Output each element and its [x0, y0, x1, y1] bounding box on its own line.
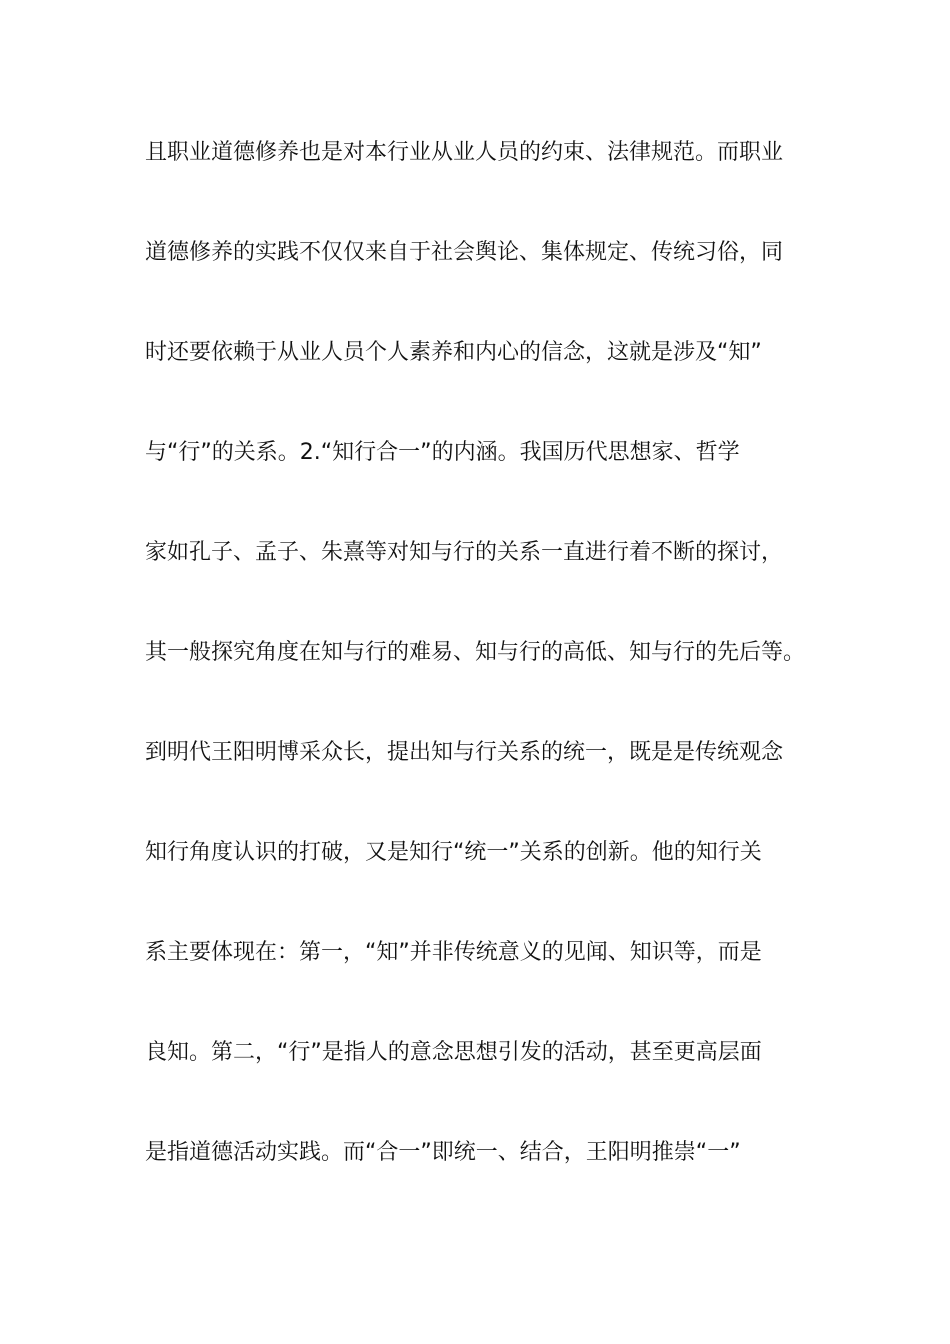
- text-line: 家如孔子、孟子、朱熹等对知与行的关系一直进行着不断的探讨，: [145, 540, 784, 565]
- text-line: 时还要依赖于从业人员个人素养和内心的信念，这就是涉及“知”: [145, 340, 762, 365]
- text-line: 与“行”的关系。2.“知行合一”的内涵。我国历代思想家、哲学: [145, 440, 740, 465]
- text-line: 道德修养的实践不仅仅来自于社会舆论、集体规定、传统习俗，同: [145, 240, 784, 265]
- text-line: 系主要体现在：第一，“知”并非传统意义的见闻、知识等，而是: [145, 940, 762, 965]
- text-line: 到明代王阳明博采众长，提出知与行关系的统一，既是是传统观念: [145, 740, 784, 765]
- text-line: 是指道德活动实践。而“合一”即统一、结合，王阳明推崇“一”: [145, 1140, 741, 1165]
- text-line: 其一般探究角度在知与行的难易、知与行的高低、知与行的先后等。: [145, 640, 806, 665]
- body-text: [145, 128, 825, 1228]
- text-line: 且职业道德修养也是对本行业从业人员的约束、法律规范。而职业: [145, 140, 784, 165]
- text-line: 良知。第二，“行”是指人的意念思想引发的活动，甚至更高层面: [145, 1040, 762, 1065]
- text-line: 知行角度认识的打破，又是知行“统一”关系的创新。他的知行关: [145, 840, 762, 865]
